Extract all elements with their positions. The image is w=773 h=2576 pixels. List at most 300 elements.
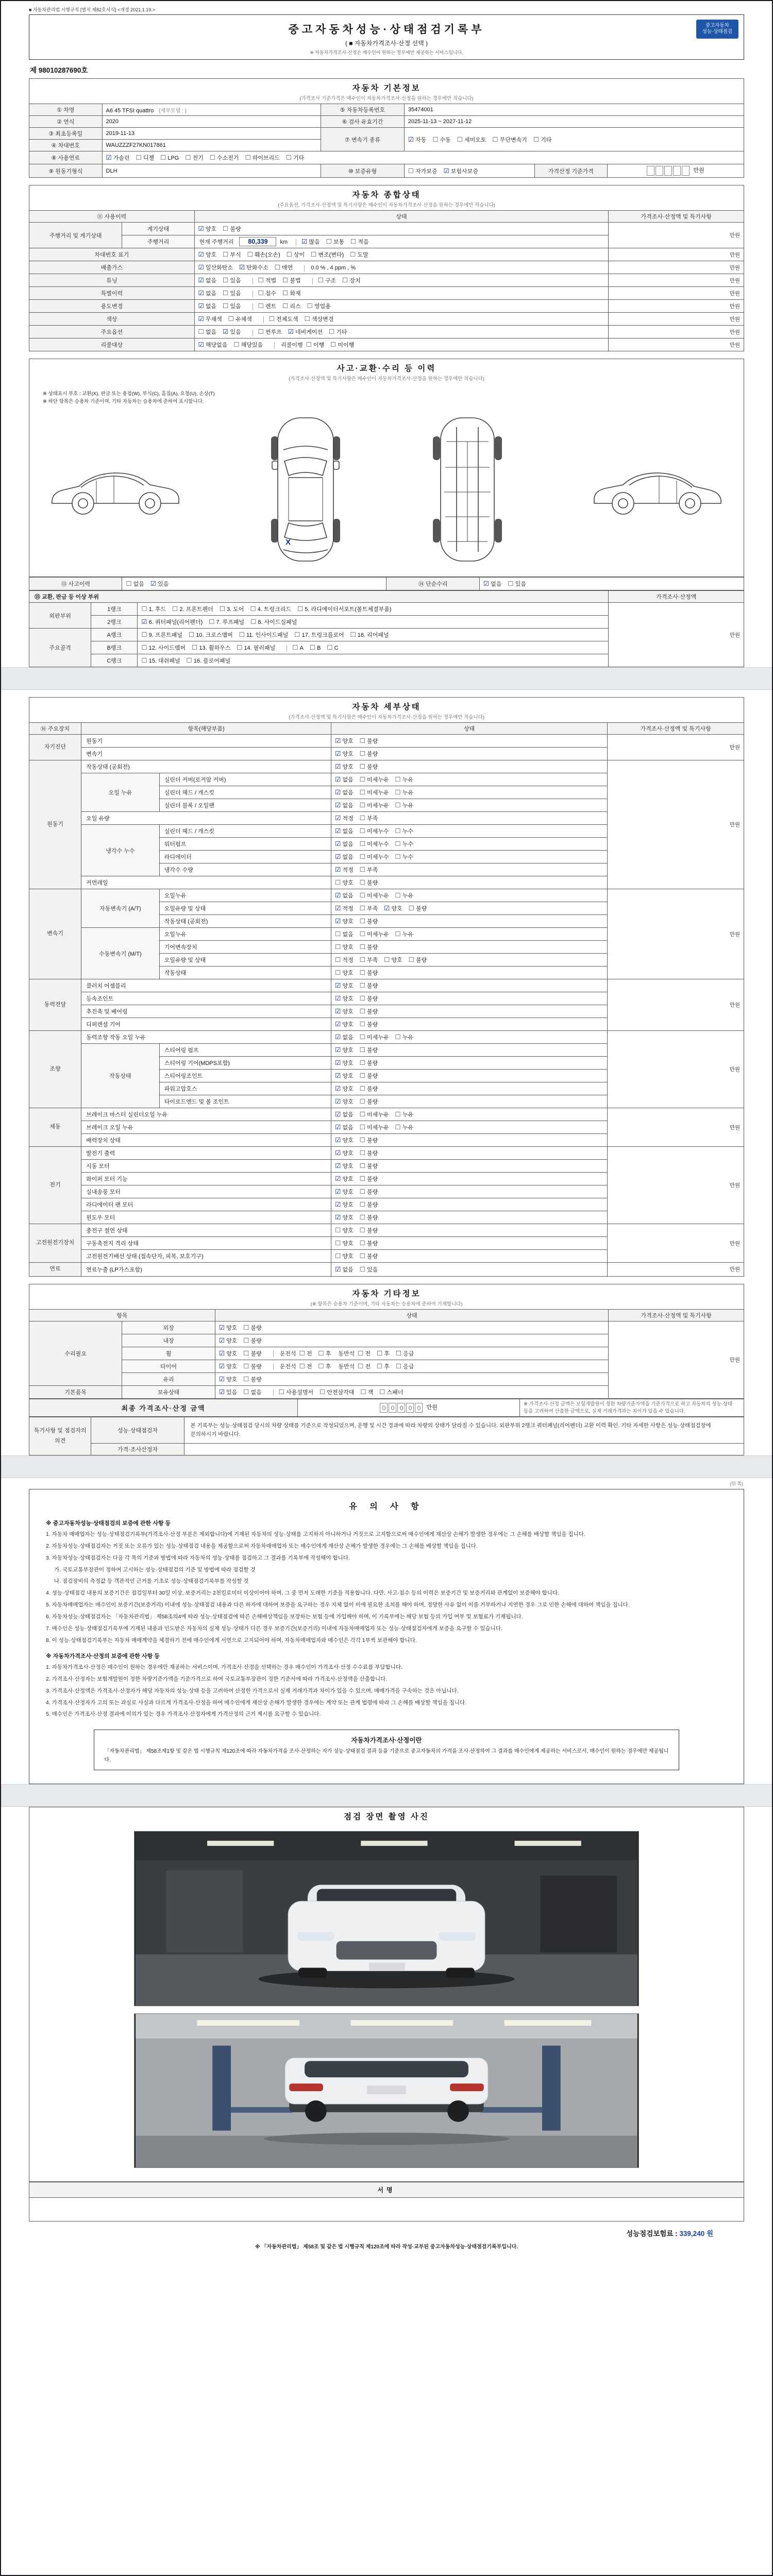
divider (304, 265, 305, 272)
checkbox-option[interactable] (360, 737, 378, 745)
checkbox-option[interactable] (360, 1213, 378, 1222)
unchecked-checkbox-icon: ☐ (126, 580, 132, 587)
checkbox-option[interactable] (360, 1252, 378, 1260)
checkbox-option[interactable] (360, 827, 389, 835)
checkbox-option[interactable] (379, 1388, 403, 1396)
checkbox-option[interactable] (198, 263, 233, 272)
checkbox-option[interactable] (409, 904, 427, 912)
checkbox-option[interactable] (198, 341, 228, 349)
reg-no-value: 35474001 (404, 104, 744, 116)
final-price-unit: 만원 (426, 1404, 438, 1411)
inspection-photo-rear-lift (134, 2013, 639, 2168)
checkbox-option[interactable] (335, 1136, 353, 1144)
option-label: 없음 (342, 1266, 354, 1273)
option-label: 불량 (367, 751, 378, 757)
checkbox-option[interactable] (243, 1324, 261, 1332)
checkbox-option[interactable] (335, 969, 353, 977)
checkbox-option[interactable] (311, 250, 344, 259)
checkbox-option[interactable] (396, 1349, 414, 1358)
checkbox-option[interactable] (493, 135, 527, 144)
checkbox-option[interactable] (335, 866, 353, 874)
checkbox-option[interactable] (335, 994, 353, 1003)
mileage-level-options (301, 239, 375, 245)
price-cell: 만원 (609, 274, 744, 287)
checkbox-option[interactable] (395, 930, 413, 938)
checkbox-option[interactable] (395, 827, 413, 835)
checkbox-option[interactable] (335, 1213, 353, 1222)
checkbox-option[interactable] (239, 263, 268, 272)
checkbox-option[interactable] (384, 904, 402, 912)
checkbox-option[interactable] (335, 827, 353, 835)
checkbox-option[interactable] (198, 315, 222, 323)
checked-checkbox-icon: ☑ (223, 328, 229, 335)
checkbox-option[interactable] (335, 1059, 353, 1067)
checkbox-option[interactable] (223, 276, 241, 284)
checkbox-option[interactable] (243, 1362, 261, 1370)
checkbox-option[interactable] (360, 840, 389, 848)
final-price-digits (380, 1404, 424, 1411)
checkbox-option[interactable] (329, 328, 347, 336)
checkbox-option[interactable] (335, 1007, 353, 1015)
accident-history-options (122, 578, 386, 590)
checkbox-option[interactable] (358, 1362, 371, 1370)
checkbox-option[interactable] (258, 328, 282, 336)
checkbox-option[interactable] (350, 238, 368, 246)
checkbox-option[interactable] (360, 917, 378, 925)
checkbox-option[interactable] (360, 801, 389, 809)
checkbox-option[interactable] (360, 1188, 378, 1196)
checkbox-option[interactable] (335, 878, 353, 887)
status-options (331, 812, 608, 825)
checkbox-option[interactable] (335, 737, 353, 745)
checkbox-option[interactable] (335, 956, 353, 964)
option-label: 사용설명서 (285, 1389, 314, 1396)
unchecked-checkbox-icon: ☐ (243, 1388, 249, 1396)
checkbox-option[interactable] (318, 276, 336, 284)
checkbox-option[interactable] (245, 154, 280, 162)
option-label: 누수 (402, 841, 413, 848)
checkbox-option[interactable] (335, 1020, 353, 1028)
option-label: 불량 (367, 764, 378, 770)
option-label: 부족 (367, 867, 378, 873)
checked-checkbox-icon: ☑ (335, 1162, 341, 1170)
simple-repair-label: ⑭ 단순수리 (386, 578, 479, 590)
option-label: 후 (325, 1350, 331, 1357)
checkbox-option[interactable] (310, 643, 321, 651)
checkbox-option[interactable] (335, 891, 353, 900)
premium-label: 성능점검보험료 : (626, 2230, 678, 2238)
checked-checkbox-icon: ☑ (219, 1324, 225, 1331)
checkbox-option[interactable] (198, 328, 216, 336)
checkbox-option[interactable] (297, 605, 392, 613)
checkbox-option[interactable] (335, 814, 353, 822)
checkbox-option[interactable] (335, 1084, 353, 1093)
option-label: 1. 후드 (148, 606, 166, 613)
checked-checkbox-icon: ☑ (335, 1201, 341, 1208)
checked-checkbox-icon: ☑ (335, 982, 341, 989)
checkbox-option[interactable] (395, 853, 413, 861)
checkbox-option[interactable] (219, 1324, 237, 1332)
rankB-cell (138, 641, 609, 654)
unchecked-checkbox-icon: ☐ (233, 341, 240, 348)
checkbox-option[interactable] (187, 656, 231, 665)
checkbox-option[interactable] (233, 341, 263, 349)
checkbox-option[interactable] (395, 1110, 413, 1118)
col-price: 가격조사·산정액 및 특기사항 (609, 1309, 744, 1321)
option-label: LPG (167, 155, 179, 161)
odometer-state-options (194, 223, 609, 235)
option-label: 많음 (309, 239, 320, 245)
checkbox-option[interactable] (223, 289, 241, 297)
checkbox-option[interactable] (209, 618, 244, 626)
checkbox-option[interactable] (150, 580, 169, 588)
checkbox-option[interactable] (335, 840, 353, 848)
checkbox-option[interactable] (223, 302, 241, 310)
tuning-legal-options (258, 278, 307, 284)
simple-repair-options (479, 578, 744, 590)
checkbox-option[interactable] (299, 1349, 312, 1358)
checkbox-option[interactable] (395, 788, 413, 796)
checkbox-option[interactable] (335, 1149, 353, 1157)
checkbox-option[interactable] (335, 1123, 353, 1131)
unchecked-checkbox-icon: ☐ (342, 277, 348, 284)
table-row (29, 1321, 744, 1334)
checkbox-option[interactable] (335, 1265, 353, 1274)
checkbox-option[interactable] (223, 225, 241, 233)
status-options (331, 1057, 608, 1070)
checkbox-option[interactable] (350, 631, 389, 639)
checkbox-option[interactable] (305, 315, 334, 323)
checkbox-option[interactable] (360, 981, 378, 990)
vin-mark-label: 차대번호 표기 (29, 248, 195, 261)
checkbox-option[interactable] (299, 1362, 312, 1370)
option-label: 장치 (349, 278, 361, 284)
checkbox-option[interactable] (335, 930, 353, 938)
transmission-options (404, 128, 744, 151)
checkbox-option[interactable] (360, 891, 389, 900)
checkbox-option[interactable] (335, 1046, 353, 1054)
checkbox-option[interactable] (258, 289, 276, 297)
checkbox-option[interactable] (360, 1084, 378, 1093)
unchecked-checkbox-icon: ☐ (359, 1240, 365, 1247)
checkbox-option[interactable] (360, 1239, 378, 1247)
checkbox-option[interactable] (444, 167, 478, 175)
option-label: 없음 (342, 893, 354, 899)
checkbox-option[interactable] (198, 250, 216, 259)
checkbox-option[interactable] (198, 289, 216, 297)
checkbox-option[interactable] (395, 801, 413, 809)
checkbox-option[interactable] (219, 1336, 237, 1345)
checkbox-option[interactable] (396, 1362, 414, 1370)
checkbox-option[interactable] (239, 631, 289, 639)
checkbox-option[interactable] (360, 1033, 389, 1041)
checkbox-option[interactable] (141, 618, 203, 626)
checkbox-option[interactable] (275, 263, 293, 272)
checkbox-option[interactable] (335, 762, 353, 771)
checkbox-option[interactable] (360, 762, 378, 771)
checkbox-option[interactable] (335, 775, 353, 784)
checkbox-option[interactable] (326, 238, 344, 246)
checked-checkbox-icon: ☑ (198, 341, 204, 348)
option-label: 양호 (342, 1150, 354, 1157)
checkbox-option[interactable] (243, 1375, 261, 1383)
checkbox-option[interactable] (360, 1123, 389, 1131)
option-label: 불량 (367, 1099, 378, 1105)
usage-change-cell (194, 300, 609, 313)
table-row (29, 326, 744, 338)
option-label: 디젤 (143, 155, 155, 161)
checkbox-option[interactable] (247, 250, 280, 259)
checkbox-option[interactable] (360, 930, 389, 938)
checkbox-option[interactable] (318, 1349, 331, 1358)
option-label: 불량 (250, 1325, 262, 1331)
signature-space[interactable] (29, 2198, 744, 2222)
unchecked-checkbox-icon: ☐ (359, 879, 365, 886)
checkbox-option[interactable] (360, 1200, 378, 1209)
part-name: 클러치 어셈블리 (81, 979, 331, 992)
checkbox-option[interactable] (318, 1362, 331, 1370)
checkbox-option[interactable] (408, 167, 438, 175)
checkbox-option[interactable] (335, 1226, 353, 1234)
part-name: 추진축 및 베어링 (81, 1005, 331, 1018)
checkbox-option[interactable] (189, 631, 233, 639)
checkbox-option[interactable] (360, 1097, 378, 1106)
checkbox-option[interactable] (282, 289, 300, 297)
checkbox-option[interactable] (360, 1020, 378, 1028)
checkbox-option[interactable] (219, 1362, 237, 1370)
checkbox-option[interactable] (327, 643, 338, 651)
checkbox-option[interactable] (106, 154, 130, 162)
checkbox-option[interactable] (360, 1046, 378, 1054)
checkbox-option[interactable] (258, 302, 276, 310)
checkbox-option[interactable] (360, 956, 378, 964)
checkbox-option[interactable] (360, 1072, 378, 1080)
tuning-label: 튜닝 (29, 274, 195, 287)
checkbox-option[interactable] (198, 225, 216, 233)
checkbox-option[interactable] (360, 904, 378, 912)
option-label: 후 (325, 1363, 331, 1370)
option-label: 부족 (367, 906, 378, 912)
checked-checkbox-icon: ☑ (141, 618, 147, 625)
checkbox-option[interactable] (409, 956, 427, 964)
checkbox-option[interactable] (286, 154, 304, 162)
warranty-label: ⑩ 보증유형 (321, 164, 405, 178)
checkbox-option[interactable] (360, 1136, 378, 1144)
option-label: 양호 (342, 1228, 354, 1234)
checkbox-option[interactable] (360, 1175, 378, 1183)
checkbox-option[interactable] (219, 1375, 237, 1383)
checkbox-option[interactable] (307, 302, 331, 310)
checkbox-option[interactable] (384, 956, 402, 964)
checkbox-option[interactable] (223, 328, 241, 336)
checkbox-option[interactable] (301, 238, 320, 246)
checkbox-option[interactable] (335, 1252, 353, 1260)
part-name: 고전원전기배선 상태 (접속단자, 피복, 보호기구) (81, 1250, 331, 1263)
table-row (29, 300, 744, 313)
checkbox-option[interactable] (350, 250, 368, 259)
checkbox-option[interactable] (160, 154, 179, 161)
checkbox-option[interactable] (533, 135, 551, 144)
unchecked-checkbox-icon: ☐ (395, 1124, 401, 1131)
checkbox-option[interactable] (320, 1388, 354, 1396)
tire-cell (215, 1360, 609, 1372)
checkbox-option[interactable] (360, 969, 378, 977)
checkbox-option[interactable] (292, 643, 304, 651)
basic-info-table (29, 104, 744, 178)
checkbox-option[interactable] (335, 801, 353, 809)
checkbox-option[interactable] (335, 1175, 353, 1183)
checkbox-option[interactable] (335, 1239, 353, 1247)
part-name: 커먼레일 (81, 876, 331, 889)
checkbox-option[interactable] (432, 135, 450, 144)
checkbox-option[interactable] (141, 643, 186, 652)
unchecked-checkbox-icon: ☐ (141, 657, 147, 664)
checkbox-option[interactable] (360, 775, 389, 784)
option-label: 없음 (342, 931, 354, 938)
checkbox-option[interactable] (395, 840, 413, 848)
option-label: 구조 (325, 278, 337, 284)
checkbox-option[interactable] (126, 580, 144, 588)
checkbox-option[interactable] (335, 1200, 353, 1209)
checkbox-option[interactable] (220, 605, 244, 613)
checkbox-option[interactable] (258, 276, 276, 284)
checkbox-option[interactable] (282, 276, 300, 284)
checkbox-option[interactable] (243, 1388, 261, 1396)
checkbox-option[interactable] (360, 1226, 378, 1234)
checkbox-option[interactable] (192, 643, 230, 652)
checkbox-option[interactable] (198, 302, 216, 310)
checkbox-option[interactable] (335, 1188, 353, 1196)
checkbox-option[interactable] (335, 1033, 353, 1041)
checkbox-option[interactable] (360, 1059, 378, 1067)
checkbox-option[interactable] (243, 1349, 261, 1358)
option-label: 누유 (402, 803, 413, 809)
checkbox-option[interactable] (360, 994, 378, 1003)
checkbox-option[interactable] (335, 1162, 353, 1170)
checkbox-option[interactable] (250, 605, 291, 613)
checkbox-option[interactable] (360, 1388, 373, 1396)
diagram-note: ※ 하단 항목은 승용차 기준이며, 기타 자동차는 승용차에 준하여 표시합니다. (43, 399, 204, 404)
checkbox-option[interactable] (360, 1007, 378, 1015)
checkbox-option[interactable] (288, 328, 323, 336)
notice-heading-2: ※ 자동차가격조사·산정의 보증에 관한 사항 등 (46, 1653, 160, 1659)
checkbox-option[interactable] (306, 341, 324, 349)
checkbox-option[interactable] (377, 1362, 390, 1370)
status-options (331, 748, 608, 760)
option-label: 미세누수 (367, 841, 389, 848)
checkbox-option[interactable] (335, 1097, 353, 1106)
tire-options (219, 1364, 268, 1370)
checkbox-option[interactable] (335, 943, 353, 951)
unchecked-checkbox-icon: ☐ (432, 135, 439, 143)
checkbox-option[interactable] (342, 276, 360, 284)
checkbox-option[interactable] (294, 631, 344, 639)
checkbox-option[interactable] (360, 943, 378, 951)
driver-side-label: 운전석 (279, 1350, 296, 1357)
unchecked-checkbox-icon: ☐ (395, 930, 401, 938)
checkbox-option[interactable] (377, 1349, 390, 1358)
checked-checkbox-icon: ☑ (335, 918, 341, 925)
option-label: 없음 (342, 841, 354, 848)
final-price-value (298, 1399, 520, 1417)
checkbox-option[interactable] (141, 605, 166, 613)
checkbox-option[interactable] (198, 276, 216, 284)
checkbox-option[interactable] (335, 981, 353, 990)
checkbox-option[interactable] (279, 1388, 313, 1396)
checkbox-option[interactable] (360, 1265, 378, 1274)
checkbox-option[interactable] (335, 788, 353, 796)
checkbox-option[interactable] (335, 904, 353, 912)
checkbox-option[interactable] (136, 154, 154, 162)
checkbox-option[interactable] (360, 853, 389, 861)
checkbox-option[interactable] (219, 1388, 237, 1396)
checkbox-option[interactable] (172, 605, 213, 613)
checkbox-option[interactable] (223, 250, 241, 259)
checkbox-option[interactable] (360, 878, 378, 887)
checkbox-option[interactable] (360, 788, 389, 796)
checkbox-option[interactable] (395, 891, 413, 900)
checkbox-option[interactable] (395, 775, 413, 784)
unchecked-checkbox-icon: ☐ (359, 1033, 365, 1041)
checkbox-option[interactable] (360, 1149, 378, 1157)
checkbox-option[interactable] (395, 1033, 413, 1041)
checkbox-option[interactable] (360, 1162, 378, 1170)
option-label: 10. 크로스멤버 (196, 632, 233, 638)
checkbox-option[interactable] (287, 250, 305, 259)
checkbox-option[interactable] (335, 853, 353, 861)
checkbox-option[interactable] (335, 750, 353, 758)
checkbox-option[interactable] (282, 302, 300, 310)
checkbox-option[interactable] (237, 643, 275, 652)
spare-option (396, 1351, 420, 1357)
checkbox-option[interactable] (335, 1110, 353, 1118)
checkbox-option[interactable] (360, 866, 378, 874)
checked-checkbox-icon: ☑ (335, 1021, 341, 1028)
checkbox-option[interactable] (360, 814, 378, 822)
driver-side-options (299, 1351, 338, 1357)
checked-checkbox-icon: ☑ (335, 1111, 341, 1118)
checkbox-option[interactable] (508, 580, 526, 588)
checkbox-option[interactable] (330, 341, 354, 349)
car-side-right-diagram (586, 456, 730, 523)
checkbox-option[interactable] (335, 1072, 353, 1080)
checkbox-option[interactable] (360, 1110, 389, 1118)
mark-legend: ※ 상태표시 부호 : 교환(X), 판금 또는 용접(W), 부식(C), 흠집(A), 요철(U), 손상(T) (43, 391, 215, 397)
checkbox-option[interactable] (185, 154, 203, 162)
checkbox-option[interactable] (457, 135, 486, 144)
table-row (29, 164, 744, 178)
opinion-side-label: 특기사항 및 점검자의 의견 (29, 1417, 91, 1455)
checkbox-option[interactable] (408, 135, 426, 144)
option-label: 화재 (290, 291, 301, 297)
checkbox-option[interactable] (228, 315, 252, 323)
checkbox-option[interactable] (141, 631, 182, 639)
checkbox-option[interactable] (210, 154, 239, 162)
checkbox-option[interactable] (219, 1349, 237, 1358)
checkbox-option[interactable] (243, 1336, 261, 1345)
checkbox-option[interactable] (335, 917, 353, 925)
checkbox-option[interactable] (360, 750, 378, 758)
status-options (331, 1095, 608, 1108)
checkbox-option[interactable] (269, 315, 298, 323)
checkbox-option[interactable] (483, 580, 501, 588)
digit-box (673, 166, 681, 176)
checkbox-option[interactable] (395, 1123, 413, 1131)
part-name: 동력조향 작동 오일 누유 (81, 1031, 331, 1044)
checkbox-option[interactable] (358, 1349, 371, 1358)
checkbox-option[interactable] (141, 656, 180, 665)
checkbox-option[interactable] (250, 618, 297, 626)
